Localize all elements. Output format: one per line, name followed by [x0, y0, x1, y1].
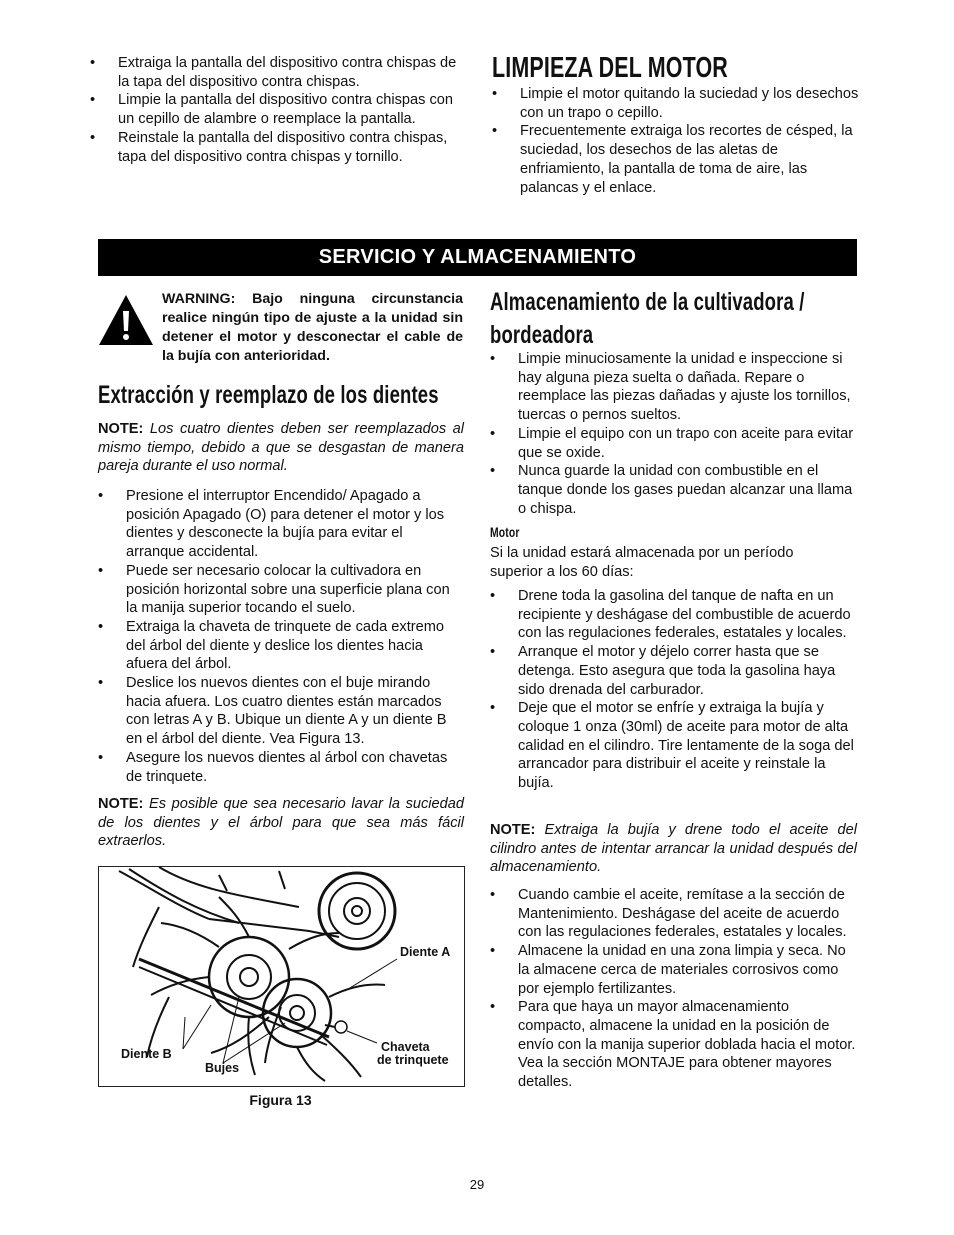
- spark-screen-steps: [90, 54, 470, 166]
- label-diente-a: Diente A: [400, 945, 451, 959]
- warning-body: Bajo ninguna circunstancia realice ningún tipo de ajuste a la unidad sin detener el motor y desconectar el cable de la bujía con anterioridad.: [162, 291, 463, 364]
- warning-label: WARNING:: [162, 291, 236, 307]
- list-item: • Deslice los nuevos dientes con el buje mirando hacia afuera. Los cuatro dientes están marcados con letras A y B. Ubique un diente A y un diente B en el árbol del diente. Vea Figura 13.: [98, 674, 464, 749]
- label-chaveta: Chaveta de trinquete: [377, 1040, 449, 1067]
- note-bujia: [490, 821, 857, 877]
- list-item: • Extraiga la pantalla del dispositivo contra chispas de la tapa del dispositivo contra chispas.: [90, 54, 470, 91]
- list-item: • Puede ser necesario colocar la cultivadora en posición horizontal sobre una superficie plana con la manija superior tocando el suelo.: [98, 562, 464, 618]
- dientes-steps: [98, 487, 464, 786]
- list-item: • Reinstale la pantalla del dispositivo contra chispas, tapa del dispositivo contra chispas y tornillo.: [90, 129, 470, 166]
- list-item: • Asegure los nuevos dientes al árbol con chavetas de trinquete.: [98, 749, 464, 786]
- limpieza-list: [492, 85, 864, 197]
- motor-heading: Motor: [490, 524, 520, 540]
- list-item: • Limpie la pantalla del dispositivo contra chispas con un cepillo de alambre o reemplace la pantalla.: [90, 91, 470, 128]
- note-text: Es posible que sea necesario lavar la suciedad de los dientes y el árbol para que sea más fácil extraerlos.: [98, 796, 464, 850]
- note-label: NOTE:: [490, 822, 536, 838]
- list-item: • Para que haya un mayor almacenamiento compacto, almacene la unidad en la posición de envío con la manija superior doblada hacia el motor. Vea la sección MONTAJE para obtener mayores detalles.: [490, 998, 858, 1092]
- list-item: • Extraiga la chaveta de trinquete de cada extremo del árbol del diente y deslice los dientes hacia afuera del árbol.: [98, 618, 464, 674]
- section-title-dientes: Extracción y reemplazo de los dientes: [98, 381, 439, 409]
- list-item: • Cuando cambie el aceite, remítase a la sección de Mantenimiento. Deshágase del aceite de acuerdo con las regulaciones federales, estatales y locales.: [490, 886, 858, 942]
- note-text: Los cuatro dientes deben ser reemplazados al mismo tiempo, debido a que se desgastan de manera pareja durante el uso normal.: [98, 421, 464, 475]
- warning-text: [162, 290, 463, 366]
- almacenamiento-list: [490, 350, 858, 518]
- label-diente-b: Diente B: [121, 1047, 172, 1061]
- motor-steps: [490, 587, 858, 793]
- list-item: • Almacene la unidad en una zona limpia y seca. No la almacene cerca de materiales corrosivos como por ejemplo fertilizantes.: [490, 942, 858, 998]
- note-label: NOTE:: [98, 421, 144, 437]
- note-dientes: [98, 420, 464, 476]
- figure-13: [98, 866, 465, 1087]
- page-number: 29: [469, 1177, 485, 1192]
- warning-icon: [98, 293, 154, 347]
- section-banner: SERVICIO Y ALMACENAMIENTO: [98, 239, 857, 276]
- list-item: • Limpie minuciosamente la unidad e inspeccione si hay alguna pieza suelta o dañada. Repare o reemplace las piezas dañadas y ajuste los tornillos, tuercas o pernos sueltos.: [490, 350, 858, 425]
- storage-final-steps: [490, 886, 858, 1092]
- list-item: • Frecuentemente extraiga los recortes de césped, la suciedad, los desechos de las aletas de enfriamiento, la pantalla de toma de aire, las palancas y el enlace.: [492, 122, 864, 197]
- list-item: • Limpie el equipo con un trapo con aceite para evitar que se oxide.: [490, 425, 858, 462]
- motor-intro: Si la unidad estará almacenada por un período superior a los 60 días:: [490, 545, 794, 580]
- list-item: • Deje que el motor se enfríe y extraiga la bujía y coloque 1 onza (30ml) de aceite para motor de alta calidad en el cilindro. Tire lentamente de la soga del arrancador para distribuir el aceite y reinstale la bujía.: [490, 699, 858, 793]
- list-item: • Nunca guarde la unidad con combustible en el tanque donde los gases puedan alcanzar una llama o chispa.: [490, 462, 858, 518]
- note-label: NOTE:: [98, 796, 144, 812]
- figure-caption: Figura 13: [249, 1092, 312, 1108]
- section-title-almacenamiento: Almacenamiento de la cultivadora / bordeadora: [490, 288, 805, 349]
- list-item: • Limpie el motor quitando la suciedad y los desechos con un trapo o cepillo.: [492, 85, 864, 122]
- note-lavar: [98, 795, 464, 851]
- section-title-limpieza: LIMPIEZA DEL MOTOR: [492, 52, 728, 84]
- note-text: Extraiga la bujía y drene todo el aceite del cilindro antes de intentar arrancar la unidad después del almacenamiento.: [490, 822, 857, 876]
- list-item: • Presione el interruptor Encendido/ Apagado a posición Apagado (O) para detener el motor y los dientes y desconecte la bujía para evitar el arranque accidental.: [98, 487, 464, 562]
- list-item: • Drene toda la gasolina del tanque de nafta en un recipiente y deshágase del combustible de acuerdo con las regulaciones federales, estatales y locales.: [490, 587, 858, 643]
- label-bujes: Bujes: [205, 1061, 240, 1075]
- list-item: • Arranque el motor y déjelo correr hasta que se detenga. Esto asegura que toda la gasolina haya sido drenada del carburador.: [490, 643, 858, 699]
